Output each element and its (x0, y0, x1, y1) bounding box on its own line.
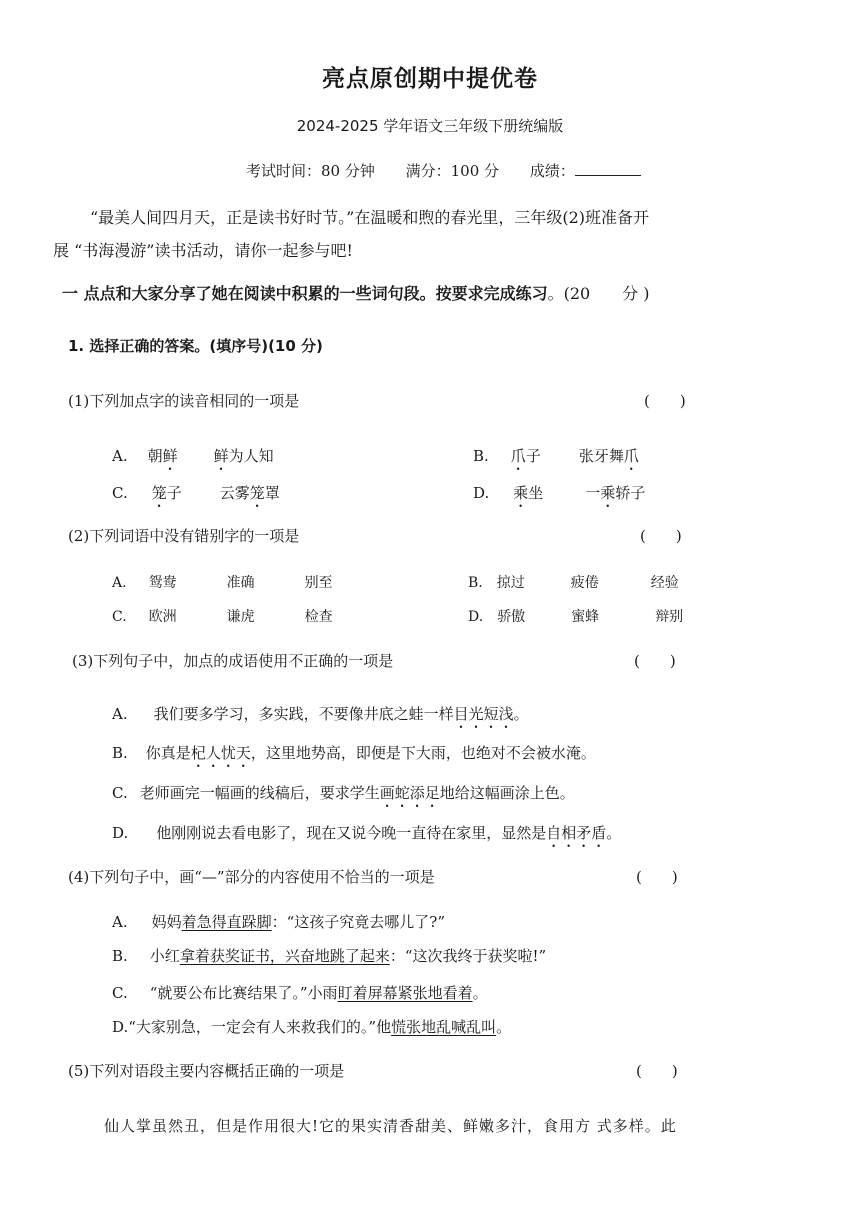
word: 子 (525, 447, 541, 465)
sentence-end: 。 (513, 705, 529, 723)
option-label: C. (112, 484, 128, 502)
section-1-title: 一 点点和大家分享了她在阅读中积累的一些词句段。按要求完成练习 (62, 284, 548, 303)
underlined-phrase: 拿着获奖证书，兴奋地跳了起来 (179, 947, 390, 965)
option-label: D. (112, 1018, 129, 1036)
word: 准确 (226, 575, 255, 591)
word: 子 (166, 484, 182, 502)
dotted-char: 笼 (151, 484, 167, 502)
word: 检查 (304, 609, 333, 625)
word: 欧洲 (148, 609, 177, 625)
page-title: 亮点原创期中提优卷 (322, 66, 538, 92)
intro-line-1: “最美人间四月天，正是读书好时节。”在温暖和煦的春光里，三年级(2)班准备开 (90, 208, 650, 227)
word: 别至 (304, 575, 333, 591)
exam-time: 考试时间：80 分钟 (246, 162, 375, 180)
sentence: 我们要多学习，多实践，不要像井底之蛙一样 (153, 705, 454, 723)
sentence-end: 地给这幅画涂上色。 (439, 784, 575, 802)
page-subtitle: 2024-2025 学年语文三年级下册统编版 (296, 117, 564, 135)
word: 经验 (650, 575, 679, 591)
item-4-stem: (4)下列句子中，画“—”部分的内容使用不恰当的一项是 (68, 868, 435, 886)
word: 蜜蜂 (571, 609, 600, 625)
sentence-end: ，这里地势高，即便是下大雨，也绝对不会被水淹。 (250, 744, 596, 762)
option-label: D. (112, 824, 129, 842)
option-label: B. (473, 447, 489, 465)
item-2-option-d (468, 606, 683, 626)
option-label: D. (473, 484, 490, 502)
dotted-char: 爪 (623, 447, 639, 465)
item-2-option-b (468, 572, 679, 592)
sentence: 他刚刚说去看电影了，现在又说今晚一直待在家里，显然是 (156, 824, 547, 842)
grade-label: 成绩： (529, 162, 575, 180)
item-3-option-c (112, 782, 575, 811)
item-1-answer-blank[interactable]: ( ) (644, 392, 686, 410)
question-1-heading: 1. 选择正确的答案。(填序号)(10 分) (68, 337, 323, 355)
sentence: 妈妈 (151, 913, 182, 931)
dotted-char: 笼 (249, 484, 265, 502)
option-label: A. (112, 447, 128, 465)
word: 辩别 (655, 609, 684, 625)
word: 轿子 (615, 484, 646, 502)
dotted-char: 乘 (513, 484, 529, 502)
item-2-stem: (2)下列词语中没有错别字的一项是 (68, 527, 300, 545)
item-2-option-a (112, 572, 333, 592)
option-label: C. (112, 609, 127, 625)
option-label: B. (112, 947, 128, 965)
dotted-char: 乘 (600, 484, 616, 502)
option-label: A. (112, 705, 128, 723)
item-5-stem: (5)下列对语段主要内容概括正确的一项是 (68, 1062, 345, 1080)
item-5-answer-blank[interactable]: ( ) (636, 1062, 678, 1080)
reading-passage: 仙人掌虽然丑，但是作用很大!它的果实清香甜美、鲜嫩多汁，食用方 式多样。此 (104, 1117, 677, 1135)
item-4-option-d (112, 1016, 511, 1037)
word: 云雾 (219, 484, 250, 502)
dotted-char: 爪 (510, 447, 526, 465)
item-3-option-d (112, 822, 621, 851)
sentence: 小红 (149, 947, 180, 965)
word: 疲倦 (570, 575, 599, 591)
sentence-end: 。 (496, 1018, 512, 1036)
sentence: “就要公布比赛结果了。”小雨 (149, 984, 338, 1002)
option-label: A. (112, 913, 128, 931)
underlined-phrase: 盯着屏幕紧张地看着 (337, 984, 473, 1002)
item-1-stem: (1)下列加点字的读音相同的一项是 (68, 392, 300, 410)
word: 鸳鸯 (148, 575, 177, 591)
full-score: 满分：100 分 (405, 162, 500, 180)
item-4-option-c (112, 982, 488, 1003)
item-4-option-a (112, 911, 445, 932)
sentence: “大家别急，一定会有人来救我们的。”他 (128, 1018, 392, 1036)
item-1-option-a (112, 445, 274, 474)
word: 一 (585, 484, 601, 502)
option-label: B. (112, 744, 128, 762)
word: 朝 (147, 447, 163, 465)
option-label: C. (112, 784, 128, 802)
item-3-answer-blank[interactable]: ( ) (634, 652, 676, 670)
word: 掠过 (496, 575, 525, 591)
exam-info (246, 160, 667, 181)
dotted-idiom: 自相矛盾 (546, 824, 607, 842)
word: 罩 (264, 484, 280, 502)
item-4-option-b (112, 945, 546, 966)
item-3-option-b (112, 742, 596, 771)
word: 坐 (528, 484, 544, 502)
word: 骄傲 (497, 609, 526, 625)
option-label: C. (112, 984, 128, 1002)
word: 为人知 (228, 447, 274, 465)
item-3-stem: (3)下列句子中，加点的成语使用不正确的一项是 (72, 652, 394, 670)
sentence: 老师画完一幅画的线稿后，要求学生 (139, 784, 380, 802)
underlined-phrase: 慌张地乱喊乱叫 (391, 1018, 497, 1036)
dotted-char: 鲜 (162, 447, 178, 465)
word: 张牙舞 (578, 447, 624, 465)
sentence-end: 。 (472, 984, 488, 1002)
option-label: A. (112, 575, 127, 591)
sentence-end: ：“这孩子究竟去哪儿了?” (271, 913, 446, 931)
item-1-option-c (112, 482, 280, 511)
item-1-option-b (473, 445, 639, 474)
grade-blank[interactable] (575, 161, 641, 176)
item-4-answer-blank[interactable]: ( ) (636, 868, 678, 886)
section-1-score: 。(20 分 ) (547, 284, 650, 303)
item-2-answer-blank[interactable]: ( ) (640, 527, 682, 545)
intro-line-2: 展 “书海漫游”读书活动，请你一起参与吧! (53, 241, 353, 260)
item-1-option-d (473, 482, 645, 511)
option-label: B. (468, 575, 483, 591)
dotted-idiom: 目光短浅 (453, 705, 514, 723)
sentence-end: 。 (606, 824, 622, 842)
sentence: 你真是 (145, 744, 191, 762)
item-3-option-a (112, 703, 529, 732)
item-2-option-c (112, 606, 333, 626)
dotted-idiom: 杞人忧天 (190, 744, 251, 762)
dotted-char: 鲜 (213, 447, 229, 465)
sentence-end: ：“这次我终于获奖啦!” (389, 947, 547, 965)
option-label: D. (468, 609, 484, 625)
dotted-idiom: 画蛇添足 (379, 784, 440, 802)
underlined-phrase: 着急得直跺脚 (181, 913, 272, 931)
section-1-heading (62, 281, 650, 304)
word: 谦虎 (226, 609, 255, 625)
